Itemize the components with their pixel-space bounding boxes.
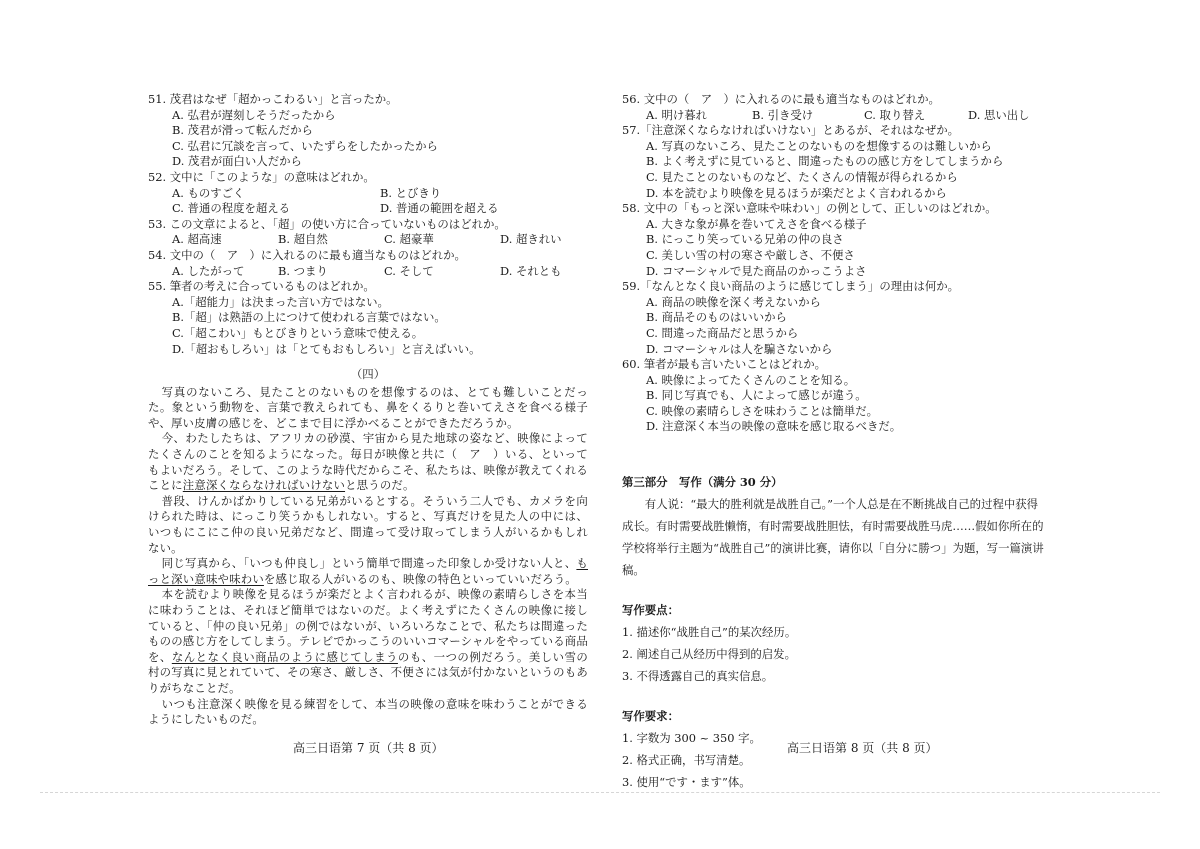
q60-option-a: A. 映像によってたくさんのことを知る。 — [646, 372, 856, 387]
question-53: 53. この文章によると、「超」の使い方に合っていないものはどれか。 — [148, 216, 506, 231]
left-page — [148, 92, 588, 728]
writing-requirement: 3. 使用“です・ます”体。 — [622, 775, 751, 790]
passage-paragraph-4 — [148, 556, 588, 587]
page-footer-left: 高三日语第 7 页（共 8 页） — [293, 741, 444, 755]
q52-option-a: A. ものすごく — [172, 185, 245, 200]
q59-option-d: D. コマーシャルは人を騙さないから — [646, 341, 833, 356]
question-57: 57.「注意深くならなければいけない」とあるが、それはなぜか。 — [622, 123, 960, 138]
q60-option-d: D. 注意深く本当の映像の意味を感じ取るべきだ。 — [646, 419, 902, 434]
q59-option-c: C. 間違った商品だと思うから — [646, 325, 799, 340]
q58-option-a: A. 大きな象が鼻を巻いてえさを食べる様子 — [646, 216, 867, 231]
question-56: 56. 文中の（ ア ）に入れるのに最も適当なものはどれか。 — [622, 92, 940, 106]
passage-paragraph-2 — [148, 431, 588, 493]
q53-options — [172, 232, 588, 248]
writing-requirement: 1. 字数为 300 ~ 350 字。 — [622, 731, 761, 746]
right-page — [622, 92, 1047, 793]
question-58: 58. 文中の「もっと深い意味や味わい」の例として、正しいのはどれか。 — [622, 201, 997, 216]
q60-option-c: C. 映像の素晴らしさを味わうことは簡単だ。 — [646, 403, 878, 418]
passage-paragraph-6: いつも注意深く映像を見る練習をして、本当の映像の意味を味わうことができるようにしたいものだ。 — [148, 696, 588, 727]
q52-options-row2 — [172, 201, 588, 217]
q54-option-d: D. それとも — [500, 263, 562, 278]
writing-point: 2. 阐述自己从经历中得到的启发。 — [622, 647, 796, 662]
writing-point: 3. 不得透露自己的真实信息。 — [622, 669, 774, 684]
passage-paragraph-3: 普段、けんかばかりしている兄弟がいるとする。そういう二人でも、カメラを向けられた時は、にっこり笑うかもしれない。すると、写真だけを見た人の中には、いつもにこにこ仲の良い兄弟だなど、間違って受け取ってしまう人がいるかもしれない。 — [148, 493, 588, 555]
underlined-phrase: もっと深い意味や味わい — [148, 556, 588, 586]
passage-text: と思うのだ。 — [345, 478, 415, 493]
underlined-phrase: 注意深くならなければいけない — [182, 478, 346, 493]
q56-option-d: D. 思い出し — [968, 107, 1030, 122]
q53-option-d: D. 超きれい — [500, 232, 562, 247]
writing-point: 1. 描述你“战胜自己”的某次经历。 — [622, 625, 797, 640]
q58-option-b: B. にっこり笑っている兄弟の仲の良さ — [646, 232, 844, 247]
writing-prompt: 有人说：“最大的胜利就是战胜自己。”一个人总是在不断挑战自己的过程中获得成长。有时需要战胜懒惰，有时需要战胜胆怯，有时需要战胜马虎……假如你所在的学校将举行主题为“战胜自己”的演讲比赛，请你以「自分に勝つ」为题，写一篇演讲稿。 — [622, 497, 1044, 578]
q54-option-c: C. そして — [384, 263, 434, 278]
q54-option-b: B. つまり — [278, 263, 328, 278]
q56-option-b: B. 引き受け — [752, 107, 814, 122]
q56-options — [646, 108, 1047, 124]
q57-option-d: D. 本を読むより映像を見るほうが楽だとよく言われるから — [646, 185, 947, 200]
q51-option-a: A. 弘君が遅刻しそうだったから — [172, 107, 336, 122]
q56-option-c: C. 取り替え — [864, 107, 926, 122]
q58-option-c: C. 美しい雪の村の寒さや厳しさ、不便さ — [646, 247, 855, 262]
q60-option-b: B. 同じ写真でも、人によって感じが違う。 — [646, 388, 867, 403]
q54-options — [172, 264, 588, 280]
passage-text: のも、一つの例だろう。美しい雪の村の写真に見とれていて、その寒さ、厳しさ、不便さには気が付かないというのもありがちなことだ。 — [148, 649, 589, 695]
question-59: 59.「なんとなく良い商品のように感じてしまう」の理由は何か。 — [622, 279, 960, 294]
q57-option-a: A. 写真のないころ、見たことのないものを想像するのは難しいから — [646, 138, 992, 153]
passage-text: 本を読むより映像を見るほうが楽だとよく言われるが、映像の素晴らしさを本当に味わうことは、それほど簡単ではないのだ。よく考えずにたくさんの映像に接していると、「仲の良い兄弟」の例ではないが、いろいろなことで、私たちは間違ったものの感じ方をしてしまう。テレビでかっこうのいいコマーシャルをやっている商品を、 — [148, 587, 588, 664]
q51-option-b: B. 茂君が滑って転んだから — [172, 123, 313, 138]
q55-option-c: C.「超こわい」もとびきりという意味で使える。 — [172, 325, 424, 340]
q53-option-b: B. 超自然 — [278, 232, 328, 247]
q52-option-d: D. 普通の範囲を超える — [380, 201, 499, 216]
q55-option-b: B.「超」は熟語の上につけて使われる言葉ではない。 — [172, 310, 446, 325]
q52-option-b: B. とびきり — [380, 185, 442, 200]
writing-points-title: 写作要点： — [622, 603, 679, 618]
passage-text: 同じ写真から、「いつも仲良し」という簡単で間違った印象しか受けない人と、 — [161, 556, 577, 571]
q58-option-d: D. コマーシャルで見た商品のかっこうよさ — [646, 263, 867, 278]
q52-option-c: C. 普通の程度を超える — [172, 201, 291, 216]
q57-option-b: B. よく考えずに見ていると、間違ったものの感じ方をしてしまうから — [646, 154, 1004, 169]
q57-option-c: C. 見たことのないものなど、たくさんの情報が得られるから — [646, 169, 958, 184]
question-55: 55. 筆者の考えに合っているものはどれか。 — [148, 279, 375, 294]
q51-option-c: C. 弘君に冗談を言って、いたずらをしたかったから — [172, 138, 438, 153]
passage-paragraph-5 — [148, 587, 588, 696]
q59-option-b: B. 商品そのものはいいから — [646, 310, 787, 325]
question-54: 54. 文中の（ ア ）に入れるのに最も適当なものはどれか。 — [148, 247, 466, 262]
q55-option-d: D.「超おもしろい」は「とてもおもしろい」と言えばいい。 — [172, 341, 481, 356]
fold-line-divider — [40, 792, 1160, 793]
writing-requirement: 2. 格式正确，书写清楚。 — [622, 753, 751, 768]
passage-text: 今、わたしたちは、アフリカの砂漠、宇宙から見た地球の姿など、映像によってたくさんのことを知るようになった。毎日が映像と共に（ ア ）いる、といってもよいだろう。そして、このような時代だからこそ、私たちは、映像が教えてくれることに — [148, 431, 588, 493]
q53-option-a: A. 超高速 — [172, 232, 222, 247]
question-60: 60. 筆者が最も言いたいことはどれか。 — [622, 357, 826, 372]
question-52: 52. 文中に「このような」の意味はどれか。 — [148, 169, 375, 184]
q54-option-a: A. したがって — [172, 263, 245, 278]
q52-options-row1 — [172, 186, 588, 202]
question-51: 51. 茂君はなぜ「超かっこわるい」と言ったか。 — [148, 92, 398, 106]
passage-text: を感じ取る人がいるのも、映像の特色といっていいだろう。 — [263, 571, 577, 586]
writing-requirements-title: 写作要求： — [622, 709, 679, 724]
q51-option-d: D. 茂君が面白い人だから — [172, 154, 302, 169]
writing-section-heading: 第三部分 写作（满分 30 分） — [622, 475, 783, 490]
q56-option-a: A. 明け暮れ — [646, 107, 708, 122]
section-heading: （四） — [350, 367, 386, 382]
q53-option-c: C. 超豪華 — [384, 232, 434, 247]
q55-option-a: A.「超能力」は決まった言い方ではない。 — [172, 294, 389, 309]
q59-option-a: A. 商品の映像を深く考えないから — [646, 294, 821, 309]
passage-paragraph-1: 写真のないころ、見たことのないものを想像するのは、とても難しいことだった。象という動物を、言葉で教えられても、鼻をくるりと巻いてえさを食べる様子や、厚い皮膚の感じを、どこまで目に浮かべることができただろうか。 — [148, 384, 588, 430]
page-footer-right: 高三日语第 8 页（共 8 页） — [787, 741, 938, 755]
underlined-phrase: なんとなく良い商品のように感じてしまう — [171, 649, 398, 664]
